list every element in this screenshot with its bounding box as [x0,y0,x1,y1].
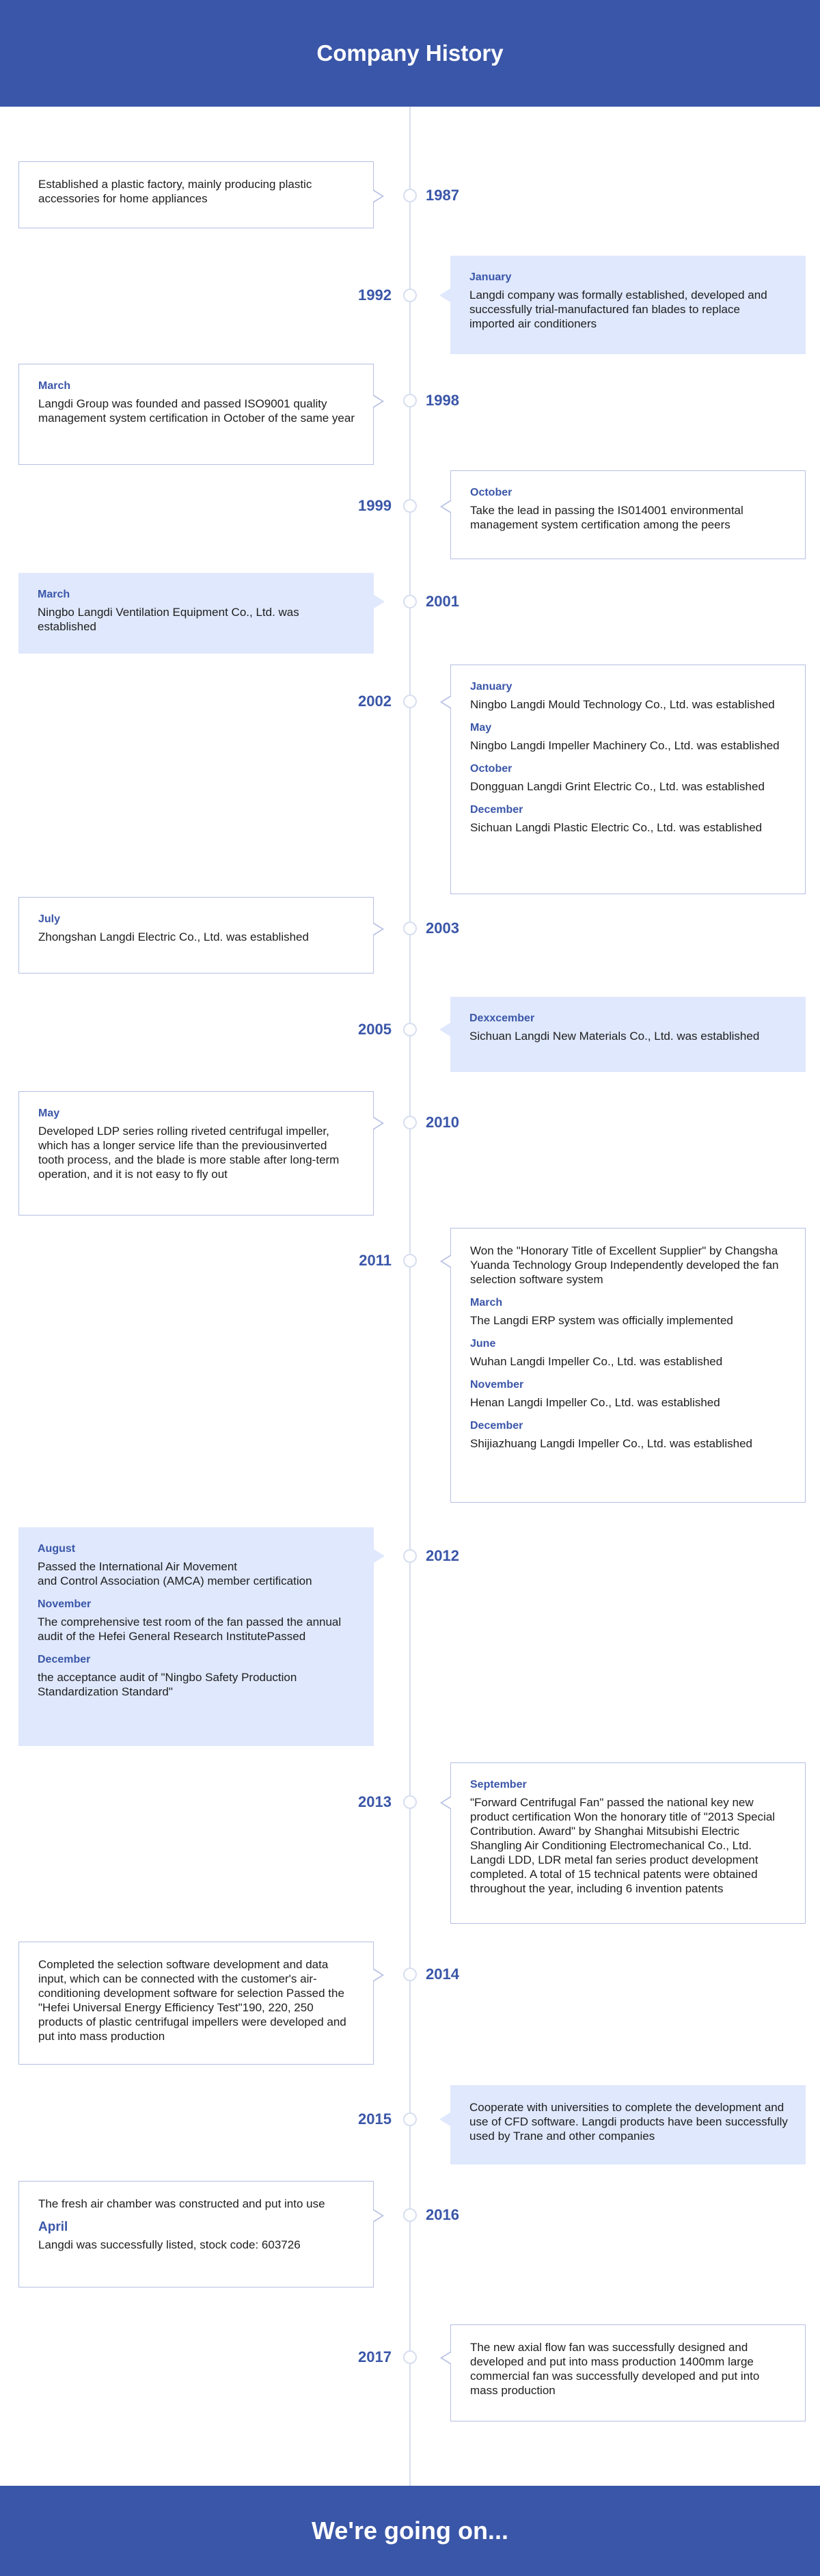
timeline-dot [403,1116,417,1129]
history-card-2014 [18,1942,374,2065]
history-item [38,1598,356,1643]
event-description: Ningbo Langdi Mould Technology Co., Ltd. was established [470,698,775,711]
event-month: September [470,1779,527,1790]
history-item [38,1107,355,1181]
event-month: June [470,1338,496,1350]
event-description: Cooperate with universities to complete the development and use of CFD software. Langdi products have been successfully used by Trane and other companies [469,2101,788,2143]
timeline-dot [403,1023,417,1036]
history-item [38,2197,355,2211]
year-label: 2013 [358,1793,392,1810]
history-card-1998 [18,364,374,465]
event-description: Langdi company was formally established, developed and successfully trial-manufactured fan blades to replace imported air conditioners [469,289,767,330]
history-item [38,913,355,944]
timeline-dot [403,1795,417,1809]
history-item [470,762,787,794]
event-month: Dexxcember [469,1012,535,1024]
history-card-2017 [450,2324,806,2421]
event-description: The new axial flow fan was successfully designed and developed and put into mass production 1400mm large commercial fan was successfully developed and put into mass production [470,2341,760,2397]
event-description: the acceptance audit of "Ningbo Safety Production Standardization Standard" [38,1671,297,1698]
event-description: Won the "Honorary Title of Excellent Supplier" by Changsha Yuanda Technology Group Independently developed the fan selection software system [470,1244,779,1286]
year-label: 2001 [426,593,459,610]
page-header [0,0,820,107]
history-card-1999 [450,470,806,559]
history-item [470,1419,787,1451]
history-item [470,680,787,712]
footer-slogan: We're going on... [312,2517,508,2545]
event-description: Sichuan Langdi Plastic Electric Co., Ltd. was established [470,821,763,834]
event-description: "Forward Centrifugal Fan" passed the national key new product certification Won the honorary title of "2013 Special Contribution. Award" by Shanghai Mitsubishi Electric Shangling Air Conditioning Electromechanical Co., Ltd. Langdi LDD, LDR metal fan series product development completed. A total of 15 technical patents were obtained throughout the year, including 6 invention patents [470,1796,776,1895]
year-label: 2015 [358,2110,392,2128]
timeline-dot [403,595,417,608]
event-month: December [470,1420,523,1432]
history-card-1987 [18,161,374,228]
year-label: 2016 [426,2206,459,2223]
event-description: Established a plastic factory, mainly producing plastic accessories for home appliances [38,178,312,205]
event-description: Shijiazhuang Langdi Impeller Co., Ltd. was established [470,1437,752,1450]
history-card-2013 [450,1762,806,1924]
history-item [470,2340,787,2398]
event-description: Zhongshan Langdi Electric Co., Ltd. was established [38,930,309,943]
timeline-dot [403,922,417,935]
event-month: December [470,804,523,816]
history-item [38,177,355,206]
history-item [38,379,355,425]
event-description: The Langdi ERP system was officially implemented [470,1314,733,1327]
history-card-2010 [18,1091,374,1216]
history-card-2001 [18,573,374,654]
history-item [470,1244,787,1287]
timeline-dot [403,2350,417,2364]
event-description: Take the lead in passing the IS014001 environmental management system certification among the peers [470,504,743,531]
history-card-2005 [450,997,806,1072]
history-card-2011 [450,1228,806,1503]
history-item [470,1378,787,1410]
history-item [470,1778,787,1896]
history-item [38,1653,356,1699]
event-description: Completed the selection software development and data input, which can be connected with the customer's air-conditioning development software for selection Passed the "Hefei Universal Energy Efficiency Test"190, 220, 250 products of plastic centrifugal impellers were developed and put into mass production [38,1958,346,2043]
year-label: 1992 [358,286,392,304]
timeline-dot [403,1254,417,1267]
event-description: Wuhan Langdi Impeller Co., Ltd. was established [470,1355,723,1368]
event-description: Langdi was successfully listed, stock code: 603726 [38,2238,301,2251]
timeline-axis [409,107,411,2486]
history-item [469,1012,788,1043]
event-month: December [38,1654,91,1665]
event-month: November [470,1379,524,1391]
event-description: The comprehensive test room of the fan passed the annual audit of the Hefei General Research InstitutePassed [38,1615,342,1643]
history-item [470,486,787,532]
event-month: July [38,913,61,925]
event-month: October [470,487,512,498]
year-label: 1999 [358,497,392,514]
year-label: 2005 [358,1021,392,1038]
history-card-1992 [450,256,806,354]
event-month: November [38,1598,92,1610]
history-item [38,1542,356,1588]
history-card-2012 [18,1527,374,1746]
history-item [38,588,356,634]
timeline-dot [403,1549,417,1563]
history-card-2003 [18,897,374,974]
event-month: March [38,380,71,392]
history-item [470,721,787,753]
event-description: Sichuan Langdi New Materials Co., Ltd. was established [469,1030,760,1043]
history-item [38,2221,355,2252]
history-item [38,1957,355,2043]
year-label: 2002 [358,693,392,710]
timeline-dot [403,289,417,302]
timeline-dot [403,1968,417,1981]
year-label: 2014 [426,1965,459,1983]
timeline-dot [403,695,417,708]
event-month: March [470,1297,503,1309]
page-footer [0,2486,820,2576]
page-title: Company History [316,40,504,66]
history-card-2016 [18,2181,374,2287]
history-item [470,1337,787,1369]
event-month: April [38,2220,68,2234]
year-label: 2003 [426,920,459,937]
event-month: January [469,271,512,283]
history-item [470,1296,787,1328]
event-month: March [38,589,70,600]
event-description: Passed the International Air Movement and Control Association (AMCA) member certification [38,1560,312,1587]
event-month: May [470,722,492,734]
year-label: 2011 [359,1252,392,1269]
timeline-dot [403,499,417,513]
year-label: 2017 [358,2348,392,2365]
history-card-2015 [450,2085,806,2164]
timeline-dot [403,2208,417,2222]
event-description: Dongguan Langdi Grint Electric Co., Ltd. was established [470,780,765,793]
event-description: Ningbo Langdi Ventilation Equipment Co., Ltd. was established [38,606,299,633]
history-item [469,2100,788,2143]
history-card-2002 [450,665,806,894]
timeline-dot [403,2112,417,2126]
timeline-dot [403,394,417,407]
event-description: The fresh air chamber was constructed and put into use [38,2197,325,2210]
year-label: 2012 [426,1547,459,1564]
year-label: 1998 [426,392,459,409]
event-month: October [470,763,512,775]
event-description: Langdi Group was founded and passed ISO9001 quality management system certification in October of the same year [38,397,355,425]
event-month: August [38,1543,76,1555]
event-description: Developed LDP series rolling riveted centrifugal impeller, which has a longer service life than the previousinverted tooth process, and the blade is more stable after long-term operation, and it is not easy to fly out [38,1125,340,1181]
year-label: 1987 [426,187,459,204]
timeline-dot [403,189,417,202]
event-month: May [38,1108,60,1119]
event-month: January [470,681,512,693]
event-description: Henan Langdi Impeller Co., Ltd. was established [470,1396,720,1409]
history-item [470,803,787,835]
event-description: Ningbo Langdi Impeller Machinery Co., Ltd. was established [470,739,780,752]
year-label: 2010 [426,1114,459,1131]
history-item [469,271,788,331]
